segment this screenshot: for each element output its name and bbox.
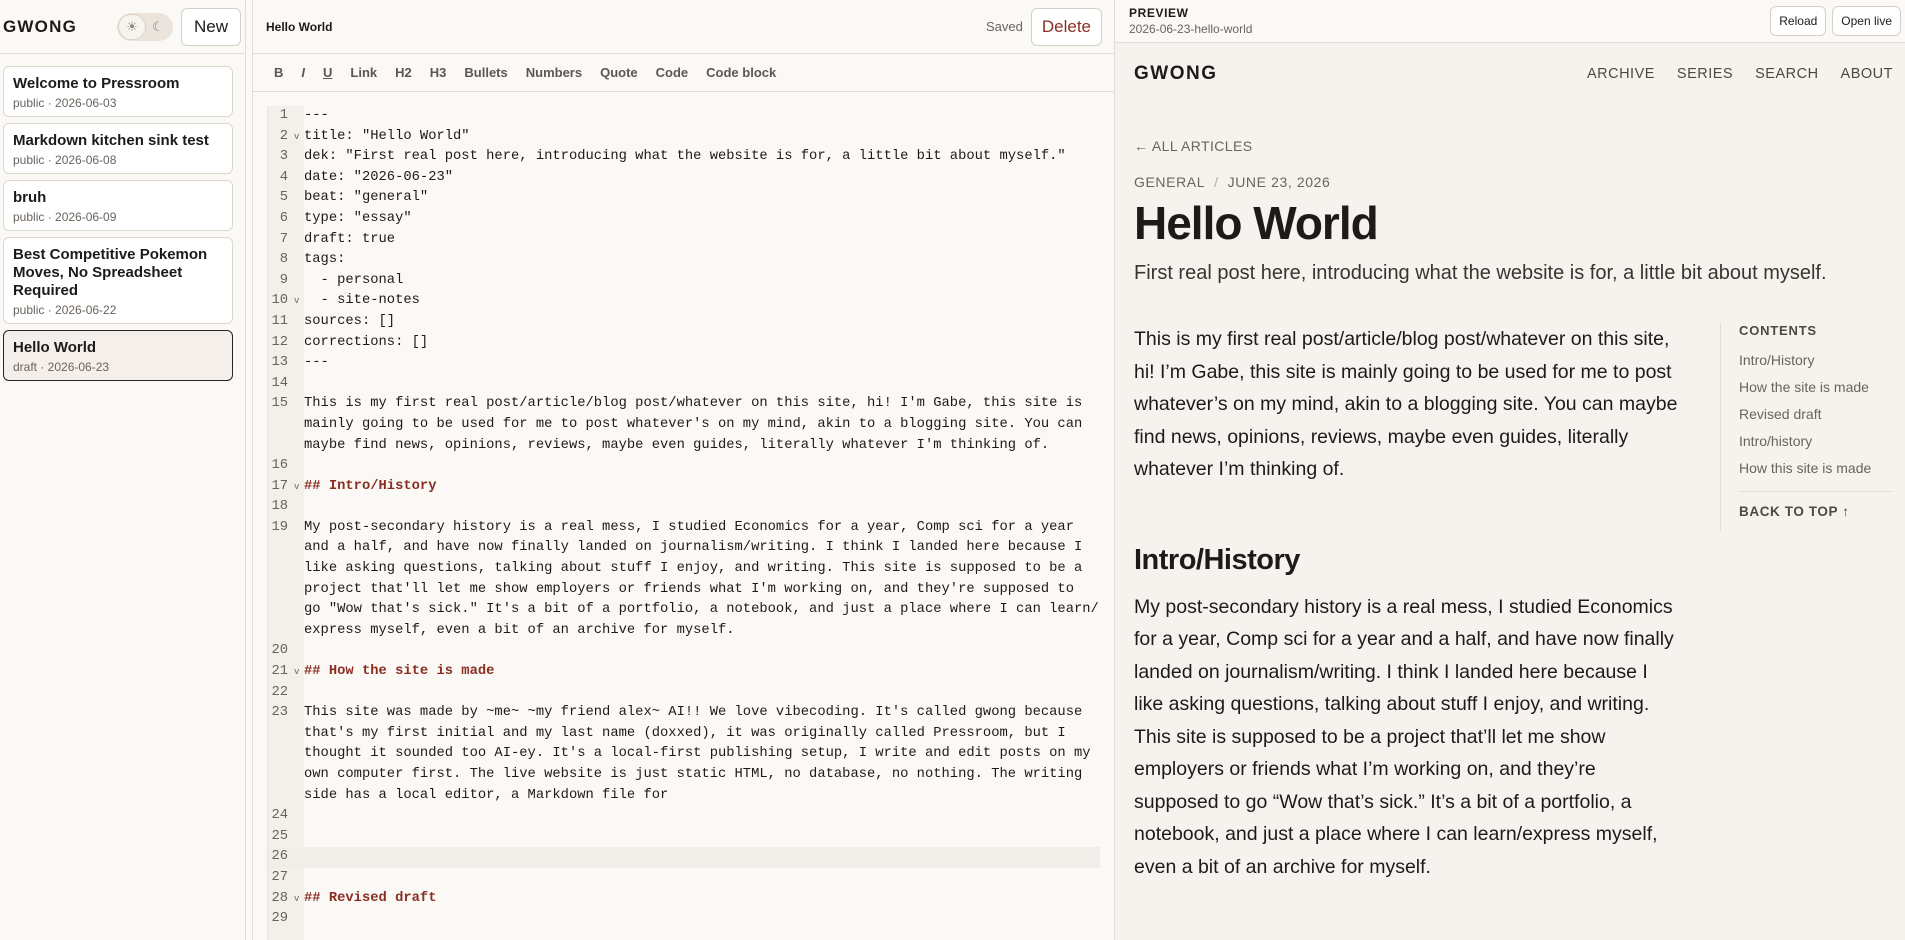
toolbar-link-button[interactable]: Link [350, 65, 378, 80]
site-nav [1134, 45, 1893, 103]
markdown-editor[interactable] [267, 106, 1100, 940]
line-number: 14 [271, 375, 288, 391]
line-number [268, 786, 304, 807]
line-text: ## Revised draft [304, 890, 437, 906]
code-line[interactable] [268, 724, 1100, 745]
line-text: - site-notes [304, 293, 420, 309]
line-number [268, 765, 304, 786]
code-line[interactable] [268, 271, 1100, 292]
line-number: 15 [271, 396, 288, 412]
post-title: bruh [13, 189, 47, 206]
line-number: 17 [271, 478, 288, 494]
code-line[interactable] [268, 209, 1100, 230]
line-number: 4 [279, 169, 288, 185]
code-line[interactable] [268, 250, 1100, 271]
code-line[interactable] [268, 353, 1100, 374]
line-number: 28 [271, 890, 288, 906]
toc-item[interactable]: Intro/History [1739, 352, 1815, 368]
site-nav-links [1565, 65, 1893, 83]
line-text: maybe find news, opinions, reviews, maybe even guides, literally whatever I'm thinking of. [304, 437, 1050, 453]
post-list-item[interactable] [3, 237, 233, 324]
code-line[interactable] [268, 394, 1100, 415]
toolbar-code-block-button[interactable]: Code block [706, 65, 777, 80]
line-number: 27 [271, 869, 288, 885]
line-number: 11 [271, 313, 288, 329]
fold-icon[interactable]: v [294, 131, 300, 142]
back-to-top-link[interactable]: BACK TO TOP ↑ [1739, 491, 1892, 519]
toolbar-h3-button[interactable]: H3 [429, 65, 447, 80]
line-number: 18 [271, 499, 288, 515]
table-of-contents [1720, 323, 1892, 531]
nav-link-search[interactable]: SEARCH [1755, 66, 1819, 82]
fold-icon[interactable]: v [294, 481, 300, 492]
toolbar-b-button[interactable]: B [274, 65, 284, 80]
code-line[interactable] [268, 312, 1100, 333]
sun-icon[interactable]: ☀ [119, 15, 145, 39]
post-meta: public · 2026-06-09 [13, 210, 117, 224]
article-body [1134, 323, 1682, 883]
code-line[interactable] [268, 909, 1100, 930]
line-number: 2 [279, 128, 288, 144]
article-meta [1134, 174, 1893, 190]
line-text: ## How the site is made [304, 664, 495, 680]
toolbar-code-button[interactable]: Code [655, 65, 689, 80]
code-line[interactable] [268, 291, 1100, 312]
post-title: Markdown kitchen sink test [13, 132, 209, 149]
line-number: 20 [271, 643, 288, 659]
line-text: - personal [304, 272, 404, 288]
nav-link-series[interactable]: SERIES [1676, 66, 1734, 82]
line-text: beat: "general" [304, 190, 429, 206]
line-number: 8 [279, 252, 288, 268]
line-text: ## Intro/History [304, 478, 437, 494]
code-line[interactable] [268, 415, 1100, 436]
code-line[interactable] [268, 641, 1100, 662]
line-number [268, 538, 304, 559]
code-line[interactable] [268, 559, 1100, 580]
editor-header [253, 0, 1114, 54]
line-text: that's my first initial and my last name (doxxed), it was originally called Pressroom, but I [304, 725, 1066, 741]
preview-pane [1115, 0, 1905, 940]
code-line[interactable] [268, 662, 1100, 683]
toolbar-u-button[interactable]: U [323, 65, 333, 80]
toc-item[interactable]: How this site is made [1739, 460, 1872, 476]
toc-item[interactable]: How the site is made [1739, 379, 1869, 395]
line-number: 5 [279, 190, 288, 206]
article-beat: GENERAL [1134, 174, 1206, 190]
line-text: type: "essay" [304, 210, 412, 226]
open-live-button[interactable]: Open live [1832, 6, 1901, 36]
editor-pane [252, 0, 1115, 940]
line-text: project that'll let me show employers or friends what I'm working on, and they're supposed to [304, 581, 1074, 597]
preview-label: PREVIEW [1129, 6, 1189, 20]
article-title: Hello World [1134, 197, 1378, 249]
fold-icon[interactable]: v [294, 296, 300, 307]
post-meta: draft · 2026-06-23 [13, 360, 110, 374]
toc-heading: CONTENTS [1739, 323, 1817, 338]
code-line[interactable] [268, 580, 1100, 601]
code-line[interactable] [268, 374, 1100, 395]
line-number: 21 [271, 664, 288, 680]
line-number [268, 744, 304, 765]
post-meta: public · 2026-06-03 [13, 96, 117, 110]
save-status: Saved [985, 19, 1023, 34]
toc-item[interactable]: Intro/history [1739, 433, 1813, 449]
code-line[interactable] [268, 477, 1100, 498]
line-number: 24 [271, 808, 288, 824]
preview-slug: 2026-06-23-hello-world [1129, 22, 1253, 36]
code-line[interactable] [268, 889, 1100, 910]
line-text: My post-secondary history is a real mess, I studied Economics for a year, Comp sci for a year [304, 519, 1074, 535]
line-number [268, 436, 304, 457]
code-line[interactable] [268, 847, 1100, 868]
post-list-item[interactable] [3, 330, 233, 381]
line-text: side has a local editor, a Markdown file for [304, 787, 669, 803]
article-date: JUNE 23, 2026 [1227, 174, 1331, 190]
toolbar-quote-button[interactable]: Quote [600, 65, 638, 80]
code-line[interactable] [268, 333, 1100, 354]
code-line[interactable] [268, 868, 1100, 889]
code-line[interactable] [268, 168, 1100, 189]
meta-separator: / [1214, 174, 1219, 190]
format-toolbar [253, 54, 1114, 92]
brand-logo: GWONG [3, 16, 77, 36]
moon-icon[interactable]: ☾ [152, 18, 164, 34]
line-number [268, 559, 304, 580]
toolbar-bullets-button[interactable]: Bullets [464, 65, 508, 80]
code-line[interactable] [268, 230, 1100, 251]
reload-button[interactable]: Reload [1770, 6, 1826, 36]
line-number [268, 415, 304, 436]
line-number: 7 [279, 231, 288, 247]
line-number [268, 724, 304, 745]
code-line[interactable] [268, 497, 1100, 518]
line-number: 3 [279, 149, 288, 165]
line-number [268, 621, 304, 642]
site-brand[interactable]: GWONG [1134, 63, 1218, 84]
toolbar-i-button[interactable]: I [301, 65, 306, 80]
article-heading: Intro/History [1134, 543, 1300, 576]
line-number: 10 [271, 293, 288, 309]
line-text: corrections: [] [304, 334, 429, 350]
code-line[interactable] [268, 765, 1100, 786]
line-text: like asking questions, talking about stuff I enjoy, and writing. This site is supposed to be a [304, 561, 1083, 577]
theme-toggle[interactable] [117, 13, 173, 41]
toolbar-numbers-button[interactable]: Numbers [525, 65, 583, 80]
line-number: 6 [279, 210, 288, 226]
code-line[interactable] [268, 106, 1100, 127]
code-line[interactable] [268, 703, 1100, 724]
line-number: 9 [279, 272, 288, 288]
article-dek: First real post here, introducing what the website is for, a little bit about myself. [1134, 262, 1827, 284]
editor-post-title: Hello World [266, 19, 333, 34]
line-text: tags: [304, 252, 346, 268]
line-number: 29 [271, 911, 288, 927]
line-text: express myself, even a bit of an archive for myself. [304, 622, 735, 638]
post-list-item[interactable] [3, 180, 233, 231]
all-articles-link[interactable]: ← ALL ARTICLES [1134, 138, 1253, 154]
code-line[interactable] [268, 147, 1100, 168]
line-text: title: "Hello World" [304, 128, 470, 144]
new-post-button[interactable]: New [181, 8, 241, 46]
toc-item[interactable]: Revised draft [1739, 406, 1822, 422]
code-line[interactable] [268, 127, 1100, 148]
line-text: --- [304, 355, 329, 371]
toolbar-h2-button[interactable]: H2 [395, 65, 412, 80]
code-line[interactable] [268, 683, 1100, 704]
line-text: This site was made by ~me~ ~my friend alex~ AI!! We love vibecoding. It's called gwong because [304, 705, 1083, 721]
code-line[interactable] [268, 538, 1100, 559]
article-paragraph: My post-secondary history is a real mess, I studied Economics for a year, Comp sci for a year and a half, and have now finally landed on journalism/writing. I think I landed here because I like asking questions, talking about stuff I enjoy, and writing. This site is supposed to be a project that’ll let me show employers or friends what I’m working on, and they’re supposed to go “Wow that’s sick.” It’s a bit of a portfolio, a notebook, and just a place where I can learn/express myself, even a bit of an archive for myself. [1134, 595, 1674, 878]
line-text: sources: [] [304, 313, 396, 329]
delete-button[interactable]: Delete [1031, 8, 1102, 46]
line-number [268, 600, 304, 621]
line-number: 25 [271, 828, 288, 844]
post-title: Hello World [13, 339, 97, 356]
post-title: Best Competitive Pokemon Moves, No Spreadsheet Required [13, 246, 208, 299]
line-number: 19 [271, 519, 288, 535]
line-text: This is my first real post/article/blog post/whatever on this site, hi! I'm Gabe, this site is [304, 396, 1083, 412]
line-number: 26 [271, 849, 288, 865]
preview-header [1115, 0, 1905, 43]
fold-icon[interactable]: v [294, 893, 300, 904]
post-list-item[interactable] [3, 66, 233, 117]
code-line[interactable] [268, 744, 1100, 765]
line-text: date: "2026-06-23" [304, 169, 454, 185]
code-line[interactable] [268, 456, 1100, 477]
line-text: own computer first. The live website is just static HTML, no database, no nothing. The writing [304, 767, 1083, 782]
code-line[interactable] [268, 806, 1100, 827]
line-text: thought it sounded too AI-ey. It's a local-first publishing setup, I write and edit posts on my [304, 746, 1091, 762]
nav-link-about[interactable]: ABOUT [1840, 66, 1893, 82]
line-number: 22 [271, 684, 288, 700]
line-number: 16 [271, 458, 288, 474]
line-number: 12 [271, 334, 288, 350]
code-line[interactable] [268, 600, 1100, 621]
code-line[interactable] [268, 827, 1100, 848]
sidebar-header [0, 0, 245, 54]
line-number: 13 [271, 355, 288, 371]
code-line[interactable] [268, 518, 1100, 539]
nav-link-archive[interactable]: ARCHIVE [1586, 66, 1655, 82]
line-text: dek: "First real post here, introducing what the website is for, a little bit about myself." [304, 149, 1066, 165]
line-number [268, 580, 304, 601]
line-text: and a half, and have now finally landed on journalism/writing. I think I landed here because I [304, 540, 1083, 556]
line-text: --- [304, 108, 329, 123]
post-list [0, 54, 245, 387]
line-text: mainly going to be used for me to post whatever's on my mind, akin to a blogging site. You can [304, 416, 1083, 432]
code-line[interactable] [268, 621, 1100, 642]
sidebar [0, 0, 246, 940]
post-meta: public · 2026-06-22 [13, 303, 117, 317]
post-meta: public · 2026-06-08 [13, 153, 117, 167]
article-paragraph: This is my first real post/article/blog post/whatever on this site, hi! I’m Gabe, this site is mainly going to be used for me to post whatever’s on my mind, akin to a blogging site. You can maybe find news, opinions, reviews, maybe even guides, literally whatever I’m thinking of. [1134, 328, 1678, 480]
code-line[interactable] [268, 188, 1100, 209]
fold-icon[interactable]: v [294, 667, 300, 678]
post-title: Welcome to Pressroom [13, 75, 180, 92]
code-line[interactable] [268, 436, 1100, 457]
site-preview [1115, 43, 1905, 883]
post-list-item[interactable] [3, 123, 233, 174]
line-text: draft: true [304, 231, 396, 247]
line-number: 23 [271, 705, 288, 721]
line-number: 1 [279, 108, 288, 123]
line-text: go "Wow that's sick." It's a bit of a portfolio, a notebook, and just a place where I can learn/ [304, 602, 1099, 618]
code-line[interactable] [268, 786, 1100, 807]
